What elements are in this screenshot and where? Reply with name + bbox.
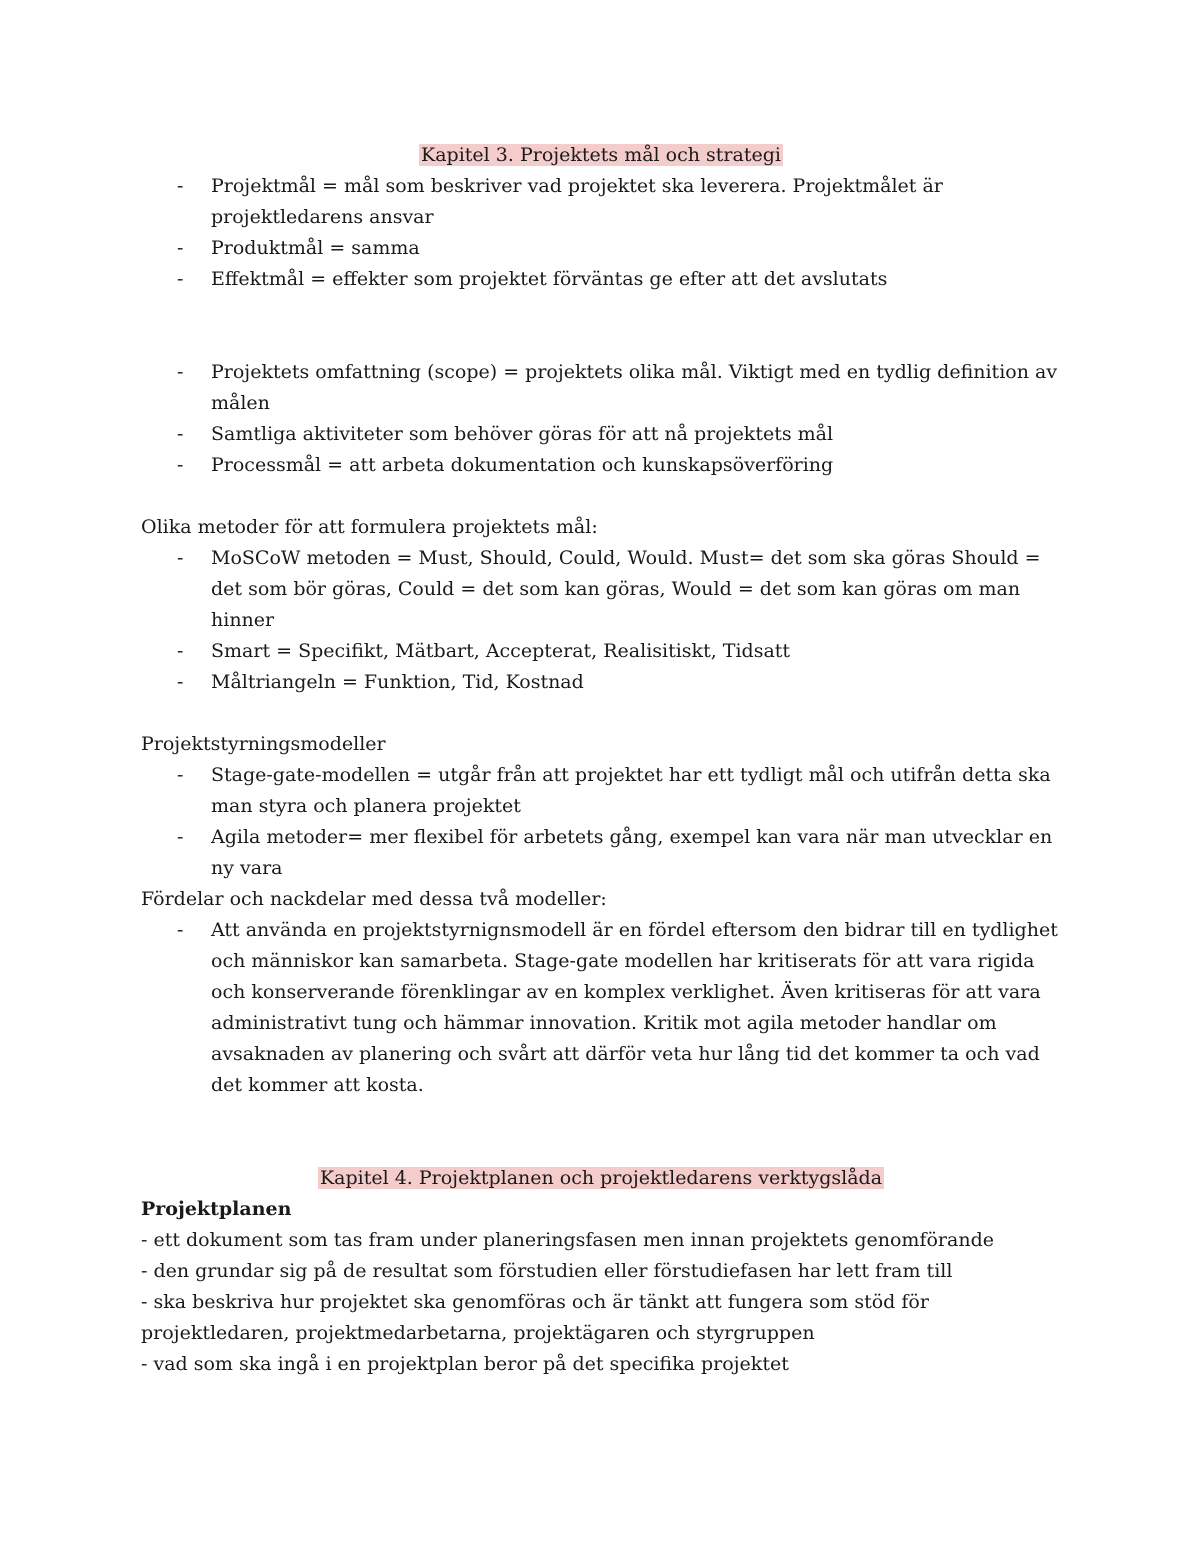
list-item-text: Samtliga aktiviteter som behöver göras för att nå projektets mål bbox=[211, 423, 834, 445]
bullet-dash: - bbox=[177, 237, 184, 259]
goals-list bbox=[141, 171, 1061, 295]
list-item bbox=[141, 264, 1061, 295]
list-item-text: Projektets omfattning (scope) = projektets olika mål. Viktigt med en tydlig definition av målen bbox=[211, 361, 1058, 414]
spacer bbox=[141, 1101, 1061, 1163]
text-line: - vad som ska ingå i en projektplan beror på det specifika projektet bbox=[141, 1353, 789, 1375]
list-item bbox=[141, 543, 1061, 636]
methods-heading: Olika metoder för att formulera projektets mål: bbox=[141, 516, 598, 538]
proscons-heading: Fördelar och nackdelar med dessa två modeller: bbox=[141, 888, 607, 910]
chapter-3-heading bbox=[141, 140, 1061, 171]
chapter-3-title: Kapitel 3. Projektets mål och strategi bbox=[421, 144, 781, 166]
bullet-dash: - bbox=[177, 175, 184, 197]
bullet-dash: - bbox=[177, 764, 184, 786]
list-item-text: MoSCoW metoden = Must, Should, Could, Would. Must= det som ska göras Should = det som bör göras, Could = det som kan göras, Would = det som kan göras om man hinner bbox=[211, 547, 1041, 631]
bullet-dash: - bbox=[177, 671, 184, 693]
list-item-text: Processmål = att arbeta dokumentation och kunskapsöverföring bbox=[211, 454, 834, 476]
list-item-text: Produktmål = samma bbox=[211, 237, 420, 259]
list-item bbox=[141, 419, 1061, 450]
models-list bbox=[141, 760, 1061, 884]
text-line: - den grundar sig på de resultat som förstudien eller förstudiefasen har lett fram till bbox=[141, 1260, 953, 1282]
chapter-4-title: Kapitel 4. Projektplanen och projektledarens verktygslåda bbox=[319, 1167, 883, 1189]
bullet-dash: - bbox=[177, 361, 184, 383]
bullet-dash: - bbox=[177, 454, 184, 476]
list-item-text: Smart = Specifikt, Mätbart, Accepterat, Realisitiskt, Tidsatt bbox=[211, 640, 791, 662]
bullet-dash: - bbox=[177, 547, 184, 569]
list-item bbox=[141, 450, 1061, 481]
chapter-4-heading bbox=[141, 1163, 1061, 1194]
projektplanen-subheading: Projektplanen bbox=[141, 1198, 292, 1220]
document-content bbox=[141, 140, 1061, 1380]
list-item-text: Att använda en projektstyrnignsmodell är en fördel eftersom den bidrar till en tydlighet och människor kan samarbeta. Stage-gate modellen har kritiserats för att vara rigida och konserverande förenklingar av en komplex verklighet. Även kritiseras för att vara administrativt tung och hämmar innovation. Kritik mot agila metoder handlar om avsaknaden av planering och svårt att därför veta hur lång tid det kommer ta och vad det kommer att kosta. bbox=[211, 919, 1058, 1096]
scope-list bbox=[141, 357, 1061, 481]
list-item-text: Agila metoder= mer flexibel för arbetets gång, exempel kan vara när man utvecklar en ny vara bbox=[211, 826, 1053, 879]
bullet-dash: - bbox=[177, 640, 184, 662]
spacer bbox=[141, 481, 1061, 512]
bullet-dash: - bbox=[177, 826, 184, 848]
list-item bbox=[141, 822, 1061, 884]
models-heading: Projektstyrningsmodeller bbox=[141, 733, 386, 755]
spacer bbox=[141, 698, 1061, 729]
list-item-text: Stage-gate-modellen = utgår från att projektet har ett tydligt mål och utifrån detta ska man styra och planera projektet bbox=[211, 764, 1051, 817]
list-item bbox=[141, 760, 1061, 822]
list-item bbox=[141, 171, 1061, 233]
list-item-text: Måltriangeln = Funktion, Tid, Kostnad bbox=[211, 671, 584, 693]
proscons-list bbox=[141, 915, 1061, 1101]
list-item bbox=[141, 357, 1061, 419]
bullet-dash: - bbox=[177, 268, 184, 290]
text-line: - ska beskriva hur projektet ska genomföras och är tänkt att fungera som stöd för projektledaren, projektmedarbetarna, projektägaren och styrgruppen bbox=[141, 1291, 929, 1344]
spacer bbox=[141, 295, 1061, 357]
text-line: - ett dokument som tas fram under planeringsfasen men innan projektets genomförande bbox=[141, 1229, 994, 1251]
methods-list bbox=[141, 543, 1061, 698]
list-item-text: Effektmål = effekter som projektet förväntas ge efter att det avslutats bbox=[211, 268, 888, 290]
list-item bbox=[141, 667, 1061, 698]
list-item bbox=[141, 915, 1061, 1101]
list-item bbox=[141, 636, 1061, 667]
list-item-text: Projektmål = mål som beskriver vad projektet ska leverera. Projektmålet är projektledarens ansvar bbox=[211, 175, 943, 228]
bullet-dash: - bbox=[177, 919, 184, 941]
list-item bbox=[141, 233, 1061, 264]
bullet-dash: - bbox=[177, 423, 184, 445]
